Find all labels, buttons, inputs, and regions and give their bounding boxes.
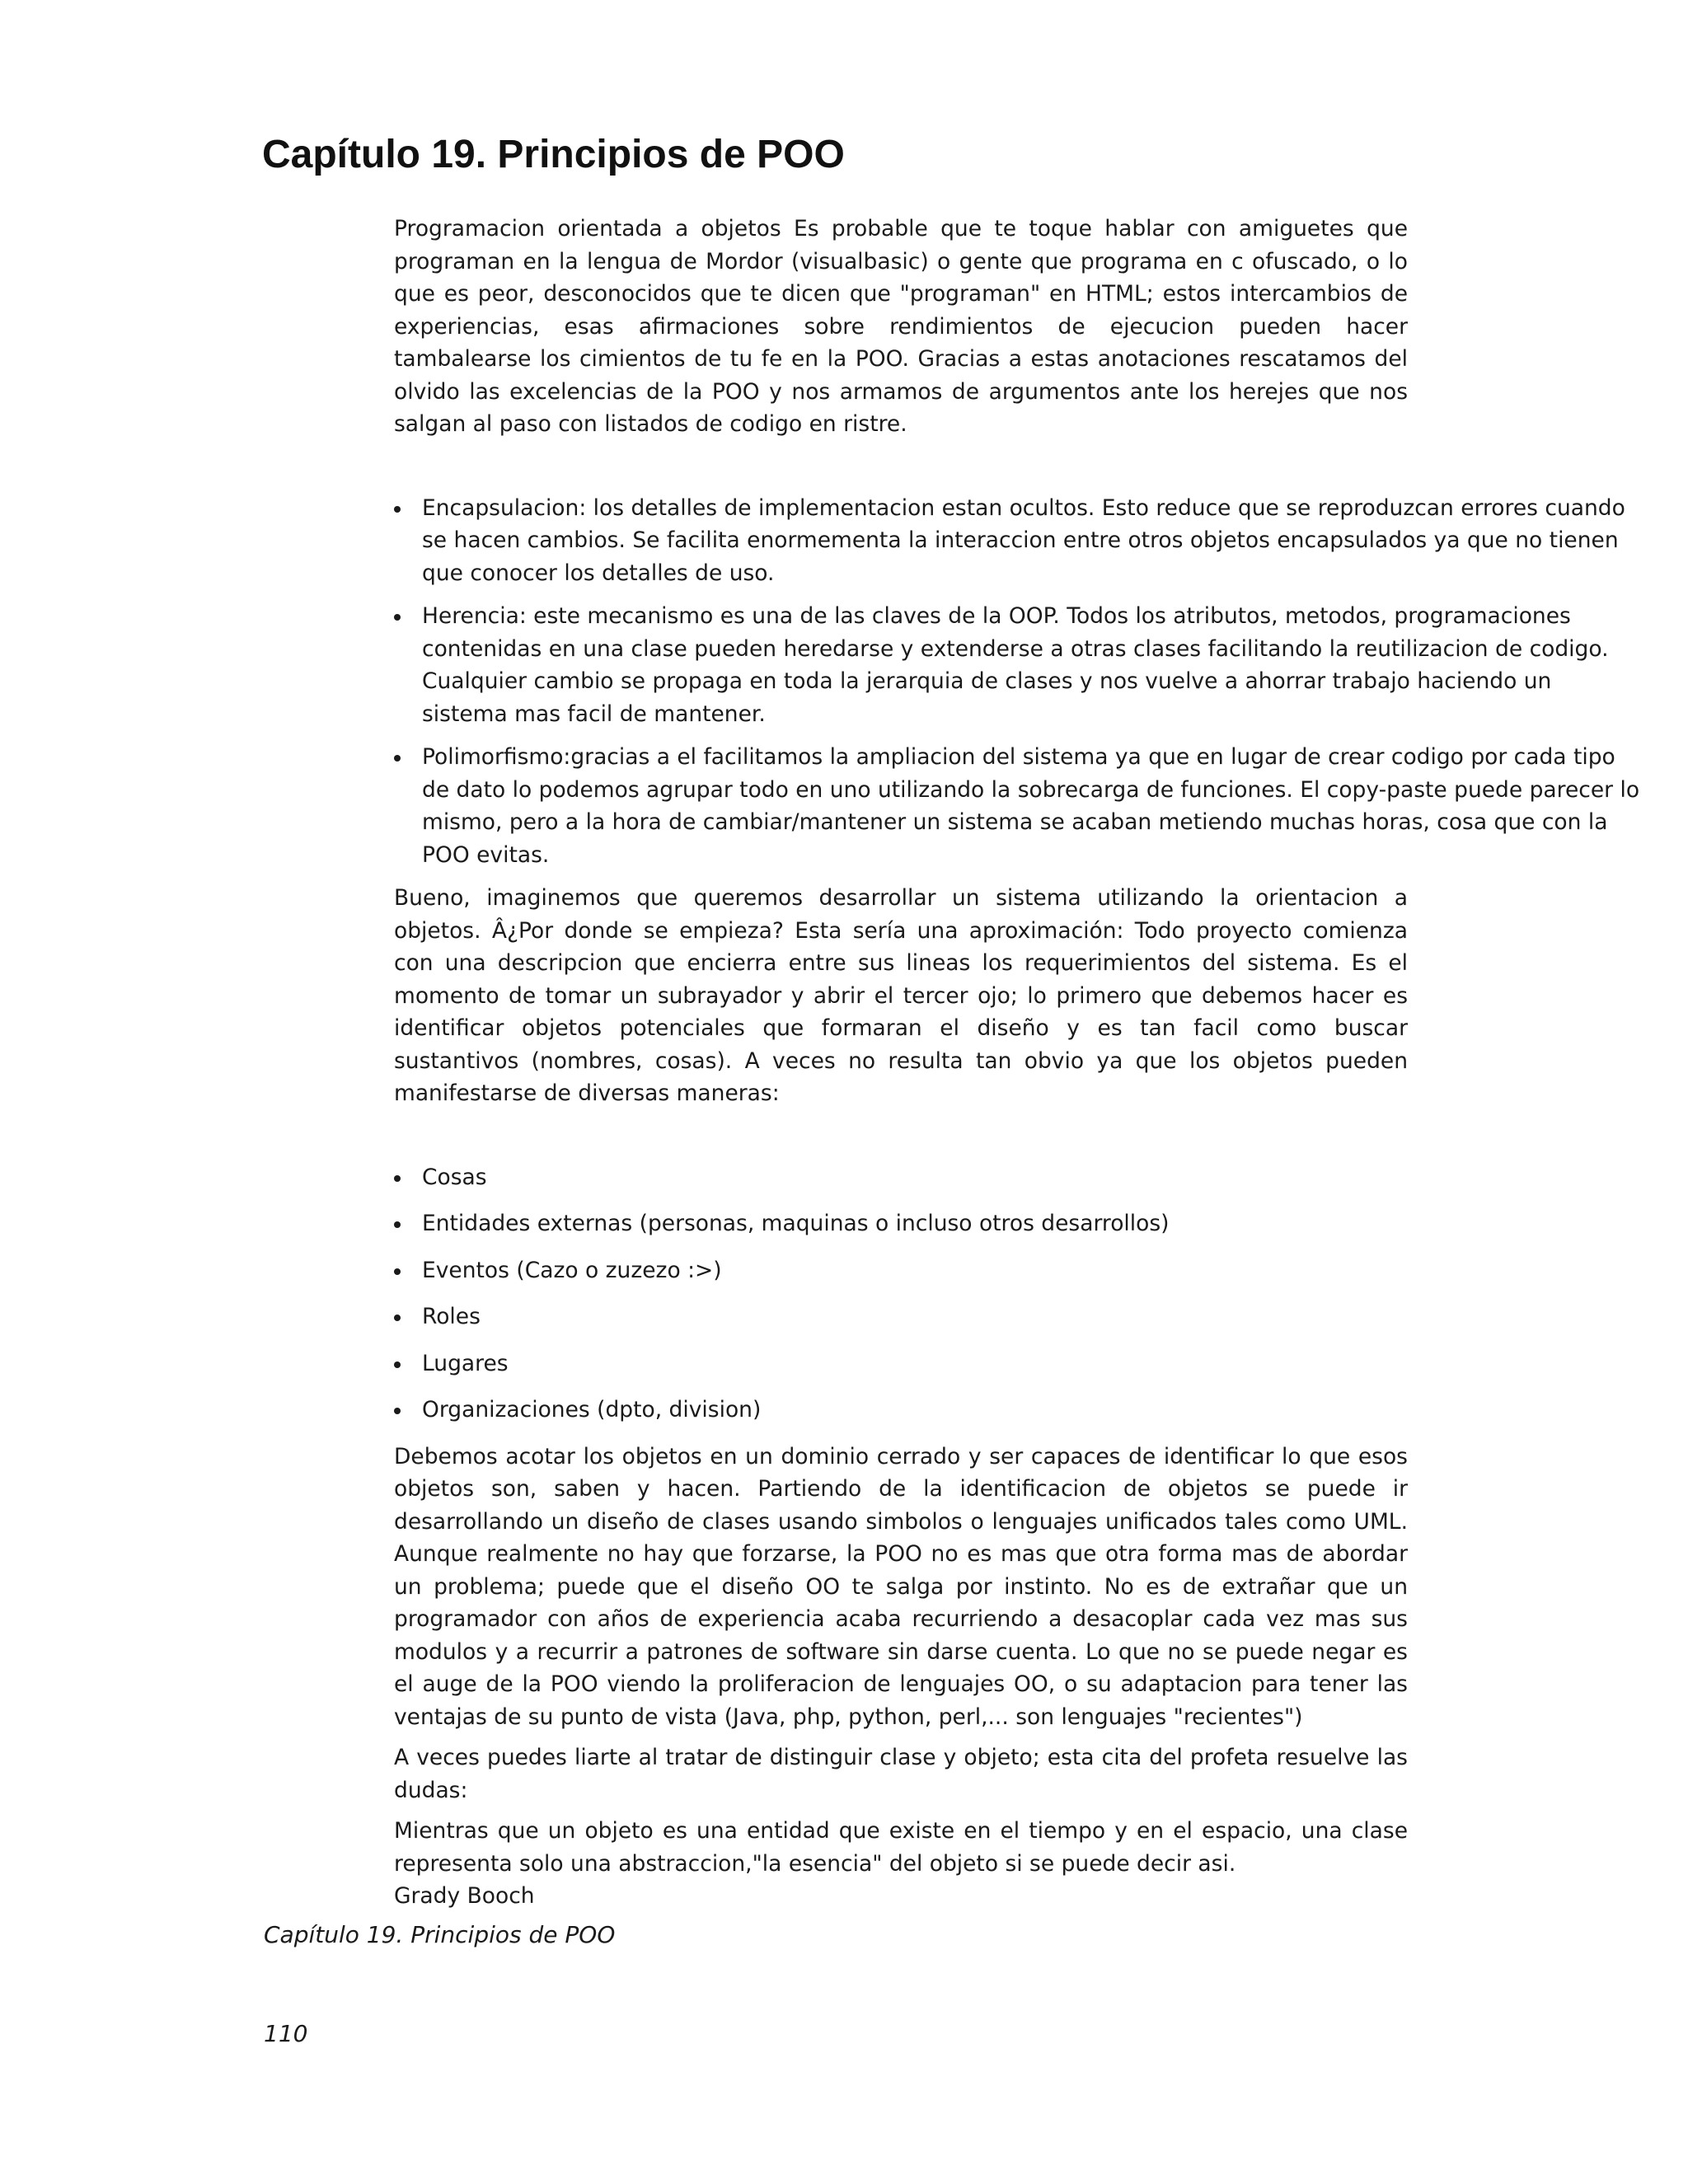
list-item	[394, 1161, 1640, 1194]
bullet-icon	[394, 755, 401, 762]
object-kind-label: Cosas	[422, 1164, 487, 1190]
principle-polymorphism: Polimorfismo:gracias a el facilitamos la ampliacion del sistema ya que en lugar de crear codigo por cada tipo de dato lo podemos agrupar todo en uno utilizando la sobrecarga de funciones. El copy-paste puede parecer lo mismo, pero a la hora de cambiar/mantener un sistema se acaban metiendo muchas horas, cosa que con la POO evitas.	[422, 744, 1640, 868]
list-item	[394, 1347, 1640, 1380]
spacer	[394, 1733, 1408, 1741]
chapter-title: Capítulo 19. Principios de POO	[262, 133, 845, 176]
bullet-icon	[394, 1315, 401, 1321]
object-kind-label: Organizaciones (dpto, division)	[422, 1397, 762, 1422]
bullet-icon	[394, 614, 401, 621]
list-item	[394, 1301, 1640, 1333]
spacer	[394, 441, 1408, 492]
design-paragraph: Debemos acotar los objetos en un dominio cerrado y ser capaces de identificar lo que esos objetos son, saben y hacen. Partiendo de la identificacion de objetos se puede ir desarrollando un diseño de clases usando simbolos o lenguajes unificados tales como UML. Aunque realmente no hay que forzarse, la POO no es mas que otra forma mas de abordar un problema; puede que el diseño OO te salga por instinto. No es de extrañar que un programador con años de experiencia acaba recurriendo a desacoplar cada vez mas sus modulos y a recurrir a patrones de software sin darse cuenta. Lo que no se puede negar es el auge de la POO viendo la proliferacion de lenguajes OO, o su adaptacion para tener las ventajas de su punto de vista (Java, php, python, perl,... son lenguajes "recientes")	[394, 1443, 1408, 1730]
spacer	[394, 1110, 1408, 1161]
list-item	[394, 741, 1640, 871]
principles-list	[394, 492, 1640, 872]
bullet-icon	[394, 1408, 401, 1414]
list-item	[394, 1254, 1640, 1287]
booch-quote: Mientras que un objeto es una entidad que existe en el tiempo y en el espacio, una clase representa solo una abstraccion,"la esencia" del objeto si se puede decir asi.	[394, 1818, 1408, 1877]
object-kind-label: Entidades externas (personas, maquinas o incluso otros desarrollos)	[422, 1211, 1170, 1236]
list-item	[394, 492, 1640, 590]
object-kinds-list	[394, 1161, 1640, 1427]
approach-paragraph: Bueno, imaginemos que queremos desarrollar un sistema utilizando la orientacion a objetos. Â¿Por donde se empieza? Esta sería una aproximación: Todo proyecto comienza con una descripcion que encierra entre sus lineas los requerimientos del sistema. Es el momento de tomar un subrayador y abrir el tercer ojo; lo primero que debemos hacer es identificar objetos potenciales que formaran el diseño y es tan facil como buscar sustantivos (nombres, cosas). A veces no resulta tan obvio ya que los objetos pueden manifestarse de diversas maneras:	[394, 885, 1408, 1106]
distinction-paragraph: A veces puedes liarte al tratar de distinguir clase y objeto; esta cita del profeta resuelve las dudas:	[394, 1745, 1408, 1803]
principle-inheritance: Herencia: este mecanismo es una de las claves de la OOP. Todos los atributos, metodos, programaciones contenidas en una clase pueden heredarse y extenderse a otras clases facilitando la reutilizacion de codigo. Cualquier cambio se propaga en toda la jerarquia de clases y nos vuelve a ahorrar trabajo haciendo un sistema mas facil de mantener.	[422, 603, 1609, 727]
spacer	[394, 1807, 1408, 1815]
object-kind-label: Eventos (Cazo o zuzezo :>)	[422, 1257, 722, 1283]
page-number: 110	[264, 2020, 308, 2047]
bullet-icon	[394, 1175, 401, 1182]
intro-paragraph: Programacion orientada a objetos Es probable que te toque hablar con amiguetes que programan en la lengua de Mordor (visualbasic) o gente que programa en c ofuscado, o lo que es peor, desconocidos que te dicen que "programan" en HTML; estos intercambios de experiencias, esas afirmaciones sobre rendimientos de ejecucion pueden hacer tambalearse los cimientos de tu fe en la POO. Gracias a estas anotaciones rescatamos del olvido las excelencias de la POO y nos armamos de argumentos ante los herejes que nos salgan al paso con listados de codigo en ristre.	[394, 216, 1408, 437]
object-kind-label: Lugares	[422, 1350, 509, 1376]
chapter-content	[394, 213, 1640, 1913]
list-item	[394, 1394, 1640, 1427]
list-item	[394, 1207, 1640, 1240]
list-item	[394, 600, 1640, 730]
quote-author: Grady Booch	[394, 1883, 535, 1909]
object-kind-label: Roles	[422, 1304, 481, 1329]
bullet-icon	[394, 1268, 401, 1275]
bullet-icon	[394, 1221, 401, 1228]
footer-caption: Capítulo 19. Principios de POO	[264, 1921, 616, 1948]
bullet-icon	[394, 506, 401, 513]
bullet-icon	[394, 1361, 401, 1368]
principle-encapsulation: Encapsulacion: los detalles de implementacion estan ocultos. Esto reduce que se reproduzcan errores cuando se hacen cambios. Se facilita enormementa la interaccion entre otros objetos encapsulados ya que no tienen que conocer los detalles de uso.	[422, 494, 1625, 586]
